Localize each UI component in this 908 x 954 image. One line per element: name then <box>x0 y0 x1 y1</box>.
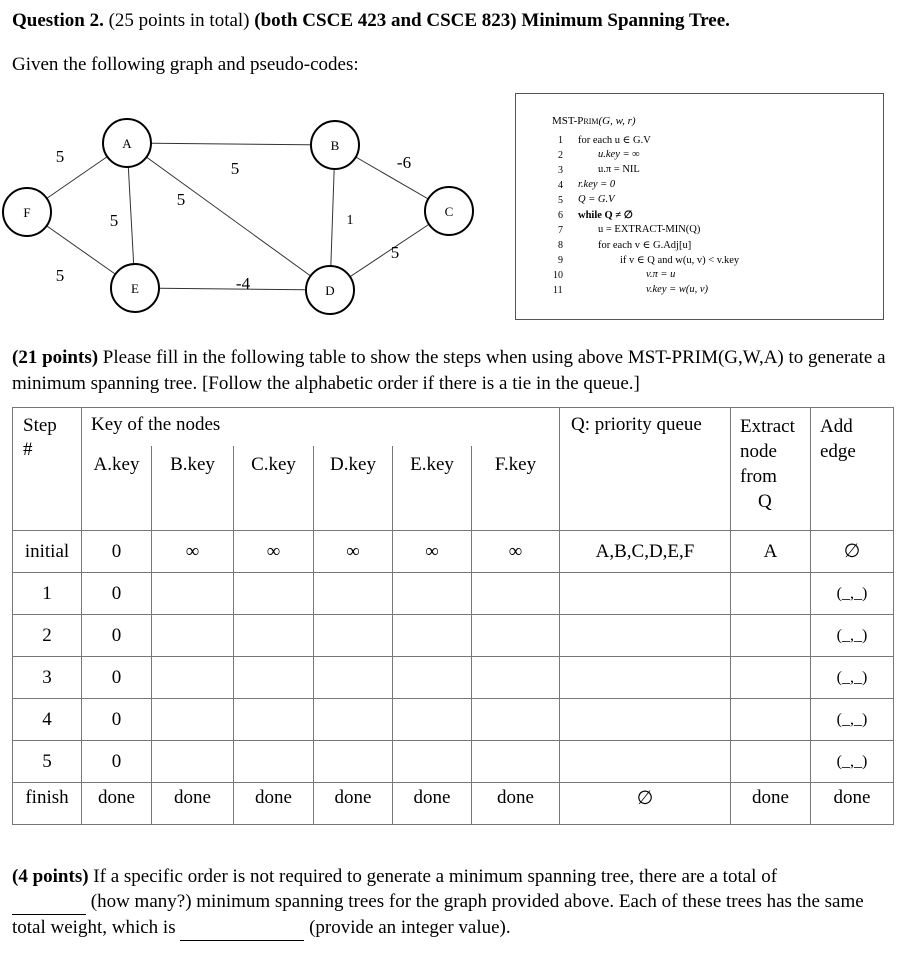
key-cell: done <box>314 783 393 825</box>
extract-cell-blank[interactable] <box>731 699 811 741</box>
key-cell-blank[interactable] <box>472 657 560 699</box>
part2-text-2: (how many?) minimum spanning trees for the graph provided above. Each of these trees has the same total weight, which is <box>12 891 864 938</box>
header-queue: Q: priority queue <box>560 408 731 531</box>
prim-steps-table <box>12 407 894 825</box>
key-cell: ∞ <box>234 531 314 573</box>
node-c-label: C <box>444 204 454 219</box>
question-topic: Minimum Spanning Tree. <box>521 10 730 31</box>
code-line-num: 10 <box>553 270 563 281</box>
key-cell: ∞ <box>314 531 393 573</box>
key-cell-blank[interactable] <box>472 741 560 783</box>
question-audience: (both CSCE 423 and CSCE 823) <box>254 10 517 31</box>
header-step: Step # <box>13 408 82 531</box>
key-cell: ∞ <box>152 531 234 573</box>
question-title: Question 2. (25 points in total) (both CSCE 423 and CSCE 823) Minimum Spanning Tree. <box>12 10 730 31</box>
header-c-key: C.key <box>234 446 314 531</box>
node-b-label: B <box>330 138 340 153</box>
queue-cell: A,B,C,D,E,F <box>560 531 731 573</box>
mst-count-blank[interactable] <box>12 889 86 915</box>
edge-a-b <box>127 143 335 145</box>
key-cell: done <box>234 783 314 825</box>
question-number: Question 2 <box>12 10 100 31</box>
code-line-num: 8 <box>558 240 563 251</box>
code-line-num: 4 <box>558 180 563 191</box>
edge-e-d <box>135 288 330 290</box>
extract-cell: A <box>731 531 811 573</box>
part2-prompt <box>12 864 897 941</box>
edge-cell: done <box>811 783 894 825</box>
key-cell: 0 <box>82 615 152 657</box>
table-row <box>13 657 894 699</box>
key-cell: ∞ <box>393 531 472 573</box>
key-cell-blank[interactable] <box>234 657 314 699</box>
step-cell: 5 <box>13 741 82 783</box>
code-line-num: 6 <box>558 210 563 221</box>
key-cell-blank[interactable] <box>314 741 393 783</box>
code-line: for each v ∈ G.Adj[u] <box>598 240 692 251</box>
step-cell: finish <box>13 783 82 825</box>
pseudocode-box <box>515 93 884 320</box>
key-cell-blank[interactable] <box>314 657 393 699</box>
key-cell: 0 <box>82 531 152 573</box>
node-e-label: E <box>131 281 139 296</box>
pseudocode-title: MST-Prim(G, w, r) <box>552 115 636 127</box>
key-cell-blank[interactable] <box>314 615 393 657</box>
key-cell-blank[interactable] <box>152 741 234 783</box>
edge-cell[interactable]: (_,_) <box>811 699 894 741</box>
key-cell-blank[interactable] <box>393 699 472 741</box>
key-cell-blank[interactable] <box>393 741 472 783</box>
header-extract: Extract node from Q <box>731 408 811 531</box>
extract-cell: done <box>731 783 811 825</box>
code-line: v.key = w(u, v) <box>646 284 708 295</box>
table-row <box>13 741 894 783</box>
step-cell: 3 <box>13 657 82 699</box>
table-row <box>13 531 894 573</box>
intro-text: Given the following graph and pseudo-codes: <box>12 54 359 75</box>
edge-cell[interactable]: (_,_) <box>811 615 894 657</box>
header-add-edge: Add edge <box>811 408 894 531</box>
extract-cell-blank[interactable] <box>731 573 811 615</box>
key-cell: 0 <box>82 573 152 615</box>
header-keys: Key of the nodes <box>82 408 560 446</box>
edge-cell: ∅ <box>811 531 894 573</box>
key-cell-blank[interactable] <box>393 615 472 657</box>
key-cell: done <box>82 783 152 825</box>
queue-cell: ∅ <box>560 783 731 825</box>
question-points: (25 points in total) <box>108 10 250 31</box>
weight-f-e: 5 <box>55 266 65 285</box>
code-line-num: 3 <box>558 165 563 176</box>
weight-a-f: 5 <box>55 147 65 166</box>
weight-a-e: 5 <box>109 211 119 230</box>
weight-b-d: 1 <box>346 213 354 228</box>
key-cell-blank[interactable] <box>234 699 314 741</box>
code-line-num: 1 <box>558 135 563 146</box>
code-line: while Q ≠ ∅ <box>578 210 633 221</box>
key-cell-blank[interactable] <box>393 573 472 615</box>
header-d-key: D.key <box>314 446 393 531</box>
key-cell-blank[interactable] <box>234 615 314 657</box>
key-cell: done <box>472 783 560 825</box>
part1-prompt <box>12 345 892 397</box>
key-cell-blank[interactable] <box>152 615 234 657</box>
queue-cell-blank[interactable] <box>560 615 731 657</box>
node-a-label: A <box>122 136 132 151</box>
queue-cell-blank[interactable] <box>560 573 731 615</box>
key-cell-blank[interactable] <box>152 657 234 699</box>
step-cell: initial <box>13 531 82 573</box>
code-line-num: 9 <box>558 255 563 266</box>
weight-a-b: 5 <box>230 159 240 178</box>
part2-text-3: (provide an integer value). <box>304 917 511 938</box>
key-cell-blank[interactable] <box>472 699 560 741</box>
table-header-row <box>13 408 894 446</box>
code-line: u.π = NIL <box>598 164 640 175</box>
table-row-finish <box>13 783 894 825</box>
mst-weight-blank[interactable] <box>180 915 304 941</box>
table-row <box>13 573 894 615</box>
queue-cell-blank[interactable] <box>560 699 731 741</box>
code-line: v.π = u <box>646 269 676 280</box>
extract-cell-blank[interactable] <box>731 741 811 783</box>
step-cell: 2 <box>13 615 82 657</box>
key-cell-blank[interactable] <box>472 615 560 657</box>
key-cell-blank[interactable] <box>314 573 393 615</box>
step-cell: 4 <box>13 699 82 741</box>
code-line: u = EXTRACT-MIN(Q) <box>598 224 701 235</box>
key-cell-blank[interactable] <box>393 657 472 699</box>
key-cell-blank[interactable] <box>234 741 314 783</box>
edge-cell[interactable]: (_,_) <box>811 573 894 615</box>
edge-cell[interactable]: (_,_) <box>811 741 894 783</box>
code-line-num: 7 <box>558 225 563 236</box>
node-f-label: F <box>23 205 31 220</box>
part2-text-1: If a specific order is not required to generate a minimum spanning tree, there are a total of <box>88 866 778 887</box>
part1-text: Please fill in the following table to show the steps when using above MST-PRIM(G,W,A) to generate a minimum spanning tree. [Follow the alphabetic order if there is a tie in the queue.] <box>12 347 886 394</box>
queue-cell-blank[interactable] <box>560 657 731 699</box>
graph-figure <box>0 100 500 340</box>
weight-a-d: 5 <box>176 190 186 209</box>
part2-points: (4 points) <box>12 866 89 887</box>
code-line-num: 5 <box>558 195 563 206</box>
code-line: Q = G.V <box>578 194 615 205</box>
key-cell: ∞ <box>472 531 560 573</box>
edge-a-d <box>127 143 330 290</box>
header-b-key: B.key <box>152 446 234 531</box>
part1-points: (21 points) <box>12 347 99 368</box>
header-f-key: F.key <box>472 446 560 531</box>
code-line: for each u ∈ G.V <box>578 135 651 146</box>
header-a-key: A.key <box>82 446 152 531</box>
key-cell: 0 <box>82 741 152 783</box>
edge-cell[interactable]: (_,_) <box>811 657 894 699</box>
step-cell: 1 <box>13 573 82 615</box>
key-cell: done <box>393 783 472 825</box>
code-line: r.key = 0 <box>578 179 616 190</box>
key-cell: 0 <box>82 699 152 741</box>
code-line-num: 11 <box>553 285 563 296</box>
weight-e-d: -4 <box>235 274 251 293</box>
extract-cell-blank[interactable] <box>731 657 811 699</box>
key-cell-blank[interactable] <box>314 699 393 741</box>
weight-c-d: 5 <box>390 243 400 262</box>
key-cell-blank[interactable] <box>152 699 234 741</box>
code-line: u.key = ∞ <box>598 149 640 160</box>
table-row <box>13 615 894 657</box>
header-e-key: E.key <box>393 446 472 531</box>
key-cell-blank[interactable] <box>152 573 234 615</box>
node-d-label: D <box>325 283 335 298</box>
key-cell-blank[interactable] <box>472 573 560 615</box>
extract-cell-blank[interactable] <box>731 615 811 657</box>
code-line-num: 2 <box>558 150 563 161</box>
code-line: if v ∈ Q and w(u, v) < v.key <box>620 255 740 266</box>
key-cell: 0 <box>82 657 152 699</box>
weight-b-c: -6 <box>396 153 412 172</box>
queue-cell-blank[interactable] <box>560 741 731 783</box>
key-cell-blank[interactable] <box>234 573 314 615</box>
table-row <box>13 699 894 741</box>
key-cell: done <box>152 783 234 825</box>
